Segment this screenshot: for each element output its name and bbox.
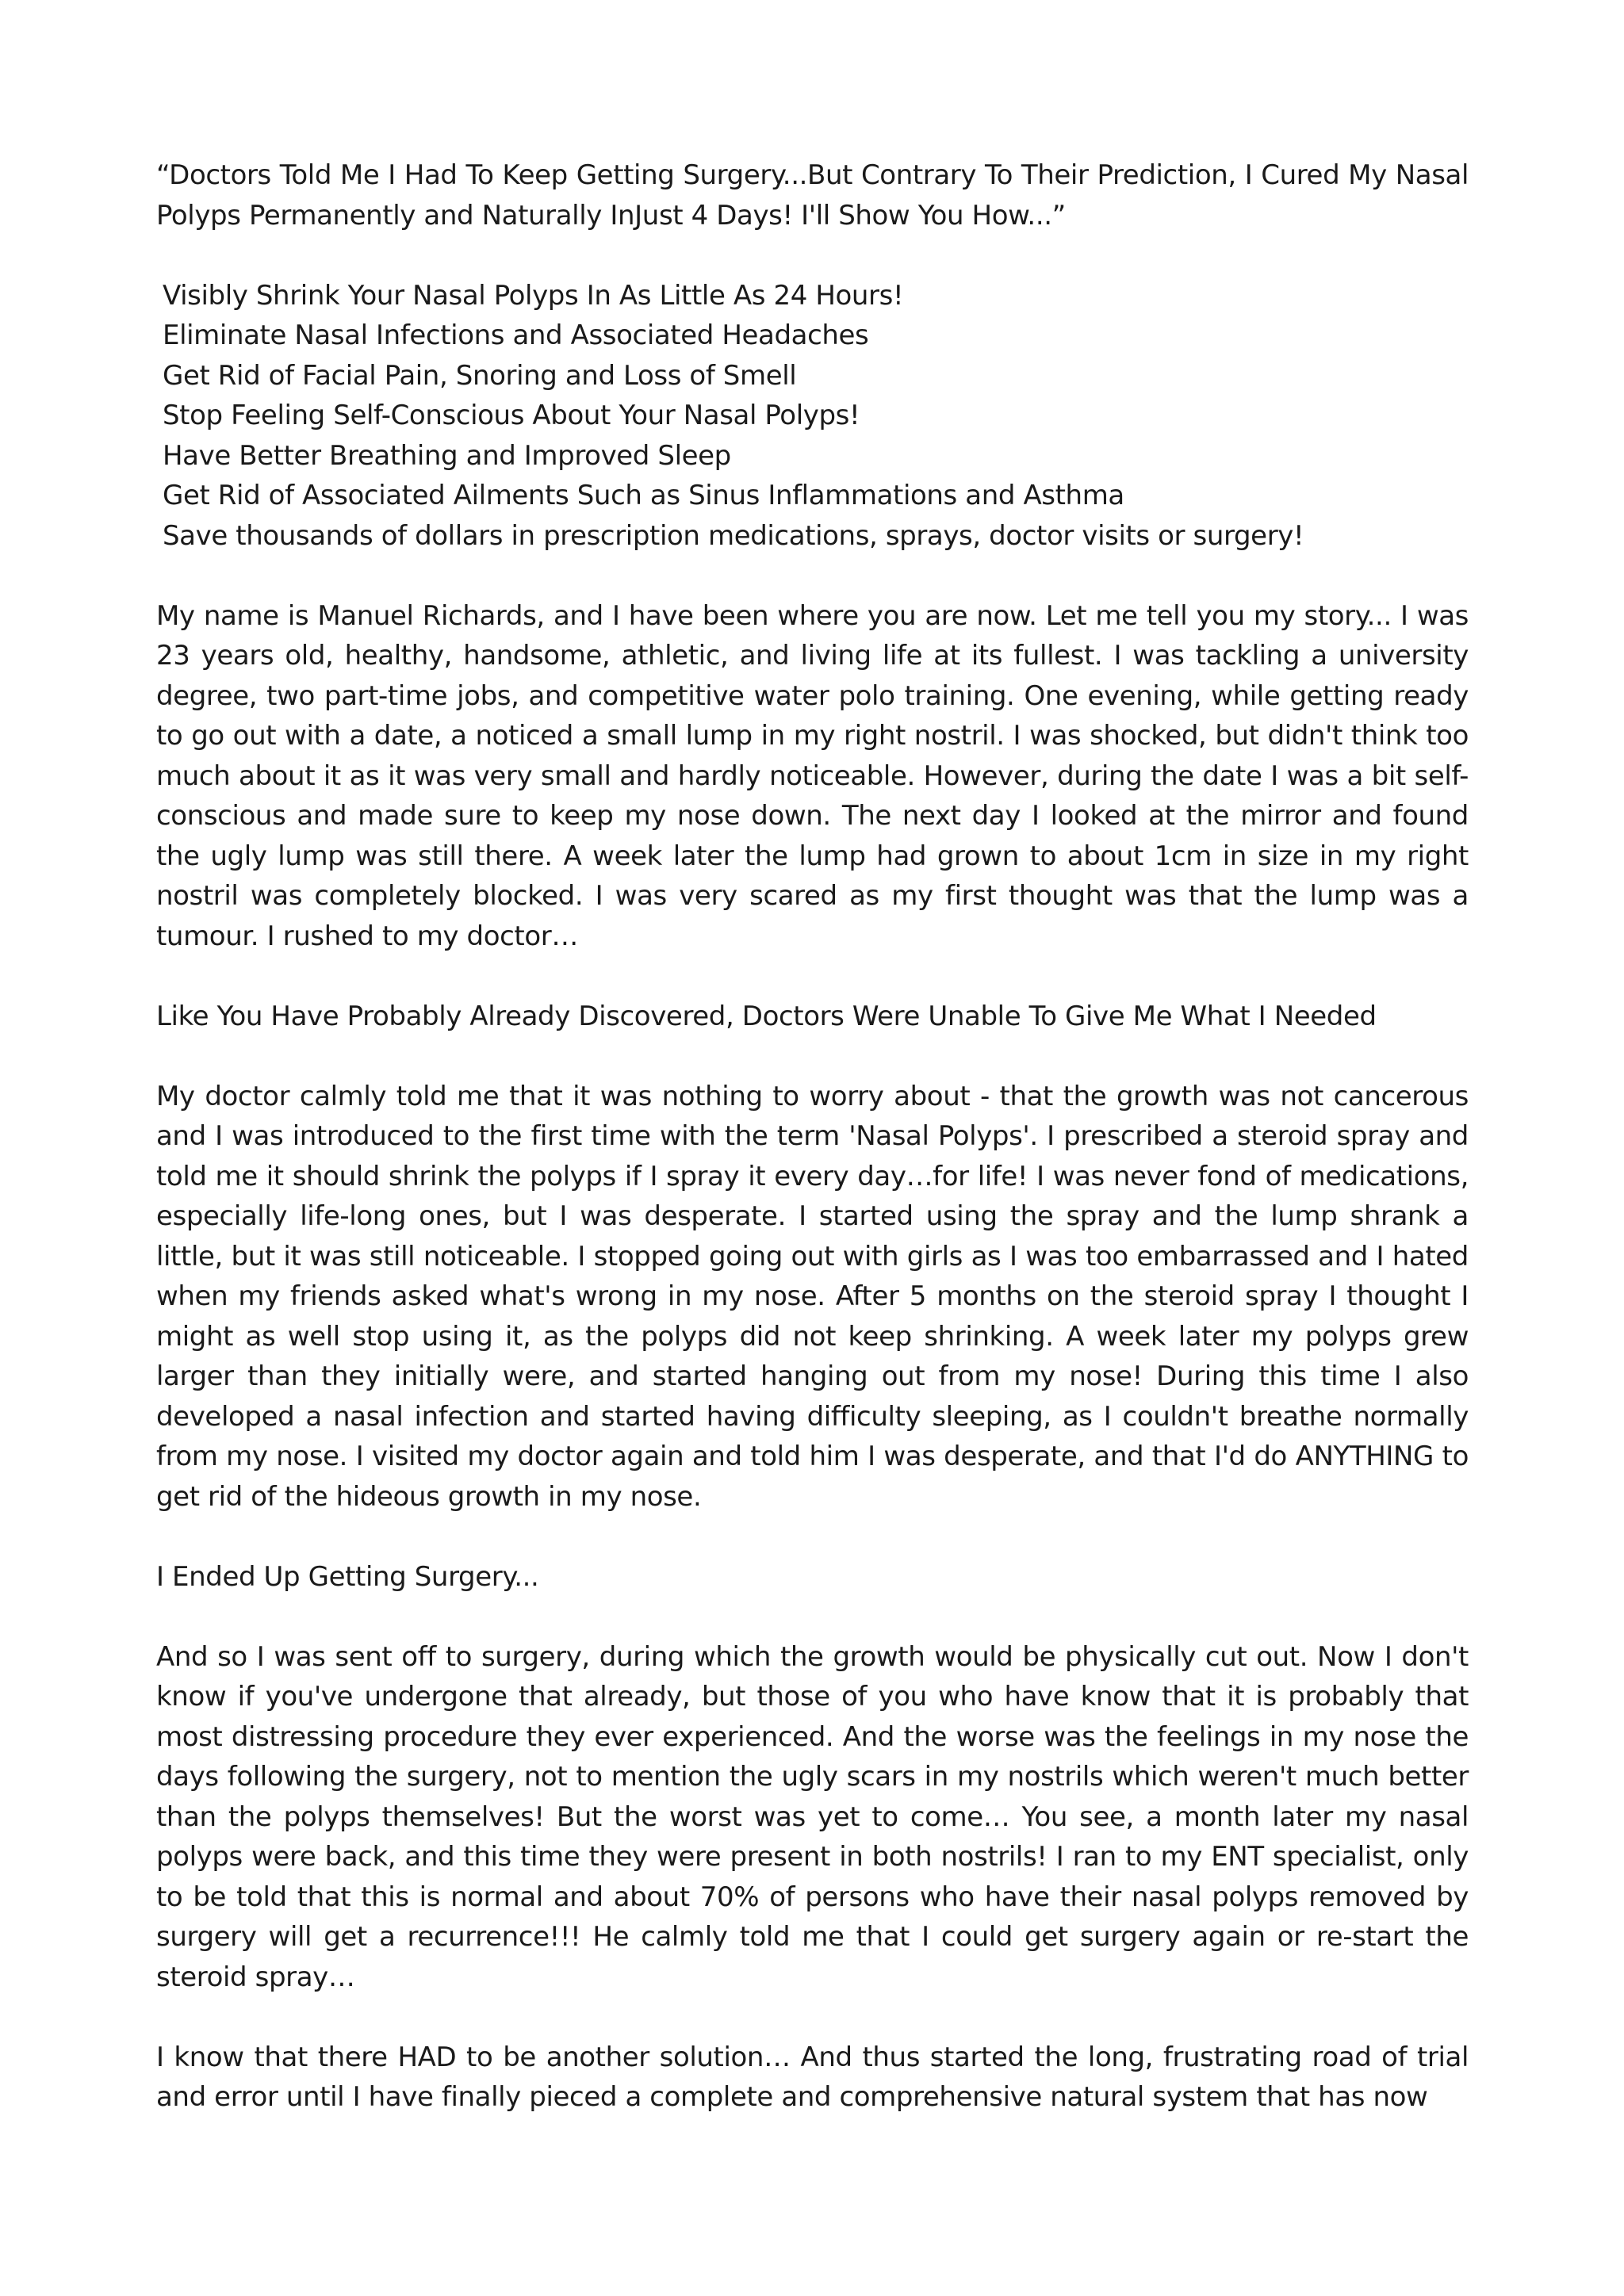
surgery-story-paragraph: And so I was sent off to surgery, during which the growth would be physically cut out. Now I don't know if you've undergone that already, but those of you who have know that it is probably that most distressing procedure they ever experienced. And the worse was the feelings in my nose the days following the surgery, not to mention the ugly scars in my nostrils which weren't much better than the polyps themselves! But the worst was yet to come… You see, a month later my nasal polyps were back, and this time they were present in both nostrils! I ran to my ENT specialist, only to be told that this is normal and about 70% of persons who have their nasal polyps removed by surgery will get a recurrence!!! He calmly told me that I could get surgery again or re-start the steroid spray… xyxy=(156,1640,1469,1993)
benefits-list xyxy=(156,276,1469,557)
benefit-item: Get Rid of Associated Ailments Such as Sinus Inflammations and Asthma xyxy=(163,480,1124,511)
benefit-item: Save thousands of dollars in prescription medications, sprays, doctor visits or surgery! xyxy=(163,519,1304,552)
subheading-surgery: I Ended Up Getting Surgery... xyxy=(156,1560,539,1593)
benefit-item: Get Rid of Facial Pain, Snoring and Loss of Smell xyxy=(163,359,797,392)
benefit-item: Have Better Breathing and Improved Sleep xyxy=(163,439,731,472)
benefit-item: Stop Feeling Self-Conscious About Your Nasal Polyps! xyxy=(163,400,860,431)
benefit-item: Visibly Shrink Your Nasal Polyps In As Little As 24 Hours! xyxy=(163,279,904,312)
subheading-doctors: Like You Have Probably Already Discovered, Doctors Were Unable To Give Me What I Needed xyxy=(156,1000,1377,1032)
benefit-item: Eliminate Nasal Infections and Associated Headaches xyxy=(163,320,869,351)
solution-story-paragraph: I know that there HAD to be another solution… And thus started the long, frustrating road of trial and error until I have finally pieced a complete and comprehensive natural system that has now xyxy=(156,2041,1469,2113)
doctor-story-paragraph: My doctor calmly told me that it was nothing to worry about - that the growth was not cancerous and I was introduced to the first time with the term 'Nasal Polyps'. I prescribed a steroid spray and told me it should shrink the polyps if I spray it every day…for life! I was never fond of medications, especially life-long ones, but I was desperate. I started using the spray and the lump shrank a little, but it was still noticeable. I stopped going out with girls as I was too embarrassed and I hated when my friends asked what's wrong in my nose. After 5 months on the steroid spray I thought I might as well stop using it, as the polyps did not keep shrinking. A week later my polyps grew larger than they initially were, and started hanging out from my nose! During this time I also developed a nasal infection and started having difficulty sleeping, as I couldn't breathe normally from my nose. I visited my doctor again and told him I was desperate, and that I'd do ANYTHING to get rid of the hideous growth in my nose. xyxy=(156,1080,1469,1513)
headline: “Doctors Told Me I Had To Keep Getting Surgery...But Contrary To Their Prediction, I Cured My Nasal Polyps Permanently and Naturally InJust 4 Days! I'll Show You How...” xyxy=(156,159,1469,232)
document-page xyxy=(156,155,1469,2157)
story-intro-paragraph: My name is Manuel Richards, and I have been where you are now. Let me tell you my story... I was 23 years old, healthy, handsome, athletic, and living life at its fullest. I was tackling a university degree, two part-time jobs, and competitive water polo training. One evening, while getting ready to go out with a date, a noticed a small lump in my right nostril. I was shocked, but didn't think too much about it as it was very small and hardly noticeable. However, during the date I was a bit self-conscious and made sure to keep my nose down. The next day I looked at the mirror and found the ugly lump was still there. A week later the lump had grown to about 1cm in size in my right nostril was completely blocked. I was very scared as my first thought was that the lump was a tumour. I rushed to my doctor… xyxy=(156,599,1469,952)
